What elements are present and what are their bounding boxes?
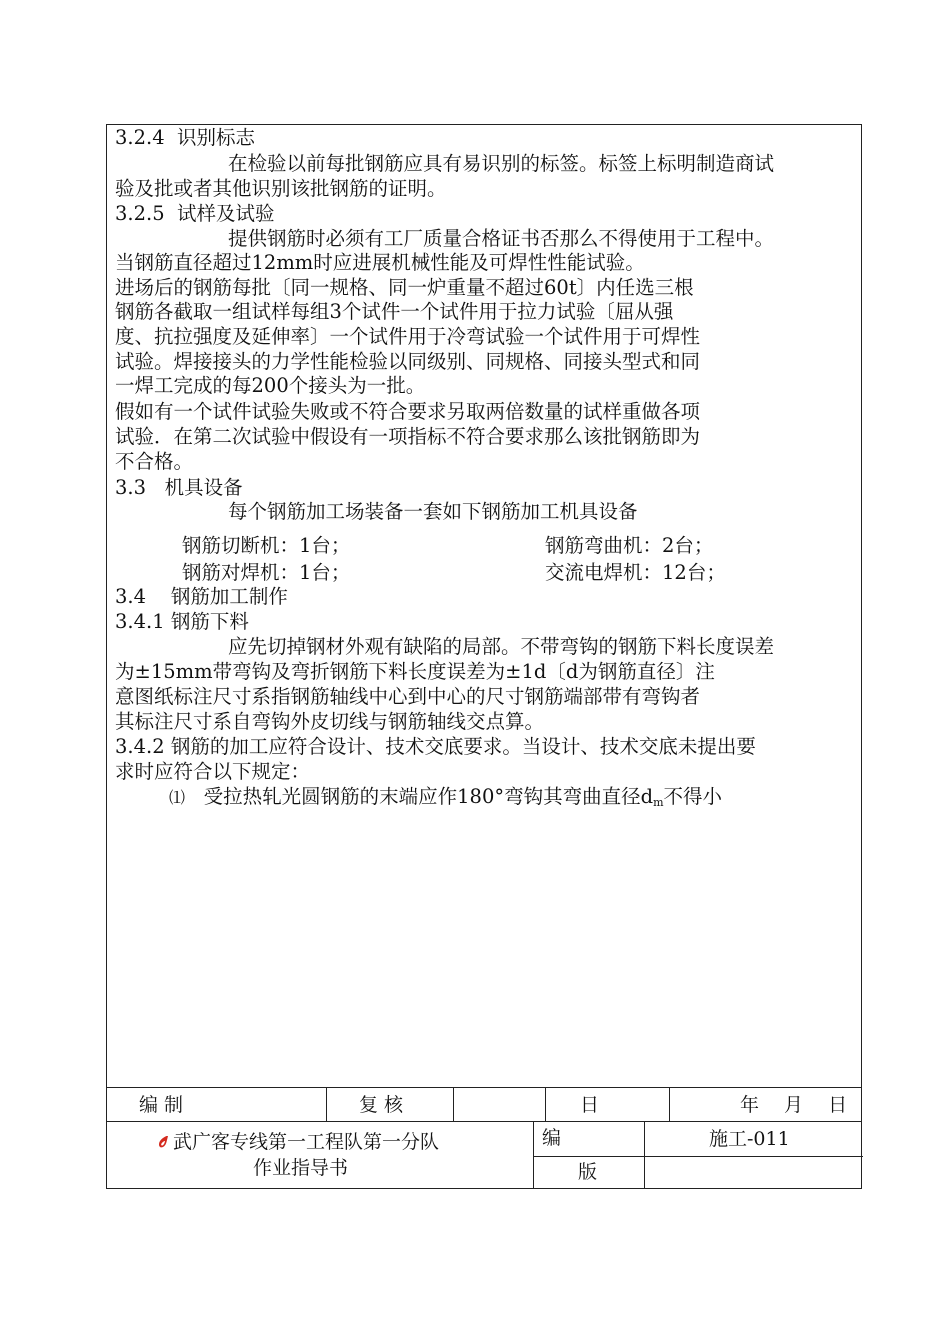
signature-row: [107, 1087, 861, 1122]
paragraph-line: 求时应符合以下规定：: [115, 760, 311, 783]
paragraph-line: 当钢筋直径超过12mm时应进展机械性能及可焊性性能试验。: [115, 251, 645, 274]
compile-label: 编 制: [139, 1094, 184, 1116]
heading-3-3: 3.3 机具设备: [115, 476, 243, 499]
paragraph-line: 试验．在第二次试验中假设有一项指标不符合要求那么该批钢筋即为: [115, 425, 701, 448]
org-cell: [107, 1122, 533, 1188]
paragraph-line: 意图纸标注尺寸系指钢筋轴线中心到中心的尺寸钢筋端部带有弯钩者: [115, 685, 701, 708]
paragraph-line: 验及批或者其他识别该批钢筋的证明。: [115, 177, 447, 200]
paragraph-line: 试验。焊接接头的力学性能检验以同级别、同规格、同接头型式和同: [115, 350, 701, 373]
paragraph-line: 其标注尺寸系自弯钩外皮切线与钢筋轴线交点算。: [115, 710, 545, 733]
paragraph-line: 钢筋各截取一组试样每组3个试件一个试件用于拉力试验〔屈从强: [115, 300, 674, 323]
list-item-text-a: 受拉热轧光圆钢筋的末端应作180°弯钩其弯曲直径d: [203, 785, 654, 808]
org-line-1: 武广客专线第一工程队第一分队: [157, 1130, 439, 1154]
equipment-item: 钢筋对焊机：1台；: [182, 561, 351, 584]
date-label: 日: [580, 1094, 600, 1116]
org-line-2: 作业指导书: [253, 1157, 349, 1179]
document-body: [107, 125, 861, 1087]
paragraph-line: 在检验以前每批钢筋应具有易识别的标签。标签上标明制造商试: [228, 152, 775, 175]
company-logo-icon: [157, 1135, 171, 1149]
equipment-item: 钢筋切断机：1台；: [182, 534, 351, 557]
heading-3-2-5: 3.2.5 试样及试验: [115, 202, 275, 225]
review-label: 复 核: [359, 1094, 404, 1116]
label-cell: [533, 1122, 644, 1188]
heading-3-4-1: 3.4.1 钢筋下料: [115, 610, 249, 633]
code-label: 编: [542, 1127, 562, 1149]
code-value: 施工-011: [709, 1128, 790, 1150]
paragraph-line: 提供钢筋时必须有工厂质量合格证书否那么不得使用于工程中。: [228, 227, 775, 250]
paragraph-line: 不合格。: [115, 450, 194, 473]
value-cell: [644, 1122, 863, 1188]
paragraph-line: 进场后的钢筋每批〔同一规格、同一炉重量不超过60t〕内任选三根: [115, 276, 694, 299]
ymd-cell: [669, 1088, 863, 1122]
paragraph-line: 应先切掉钢材外观有缺陷的局部。不带弯钩的钢筋下料长度误差: [228, 635, 775, 658]
list-item: [169, 785, 722, 815]
heading-3-4-2: 3.4.2 钢筋的加工应符合设计、技术交底要求。当设计、技术交底未提出要: [115, 735, 756, 758]
document-frame: [106, 124, 862, 1189]
equipment-item: 交流电焊机：12台；: [545, 561, 726, 584]
heading-3-4: 3.4 钢筋加工制作: [115, 585, 288, 608]
equipment-item: 钢筋弯曲机：2台；: [545, 534, 714, 557]
paragraph-line: 一焊工完成的每200个接头为一批。: [115, 374, 426, 397]
equipment-intro: 每个钢筋加工场装备一套如下钢筋加工机具设备: [228, 500, 638, 523]
date-cell: [545, 1088, 669, 1122]
review-value-cell: [453, 1088, 545, 1122]
title-block: [107, 1121, 861, 1188]
list-item-text-b: 不得小: [663, 785, 723, 808]
paragraph-line: 度、抗拉强度及延伸率〕一个试件用于冷弯试验一个试件用于可焊性: [115, 325, 701, 348]
heading-3-2-4: 3.2.4 识别标志: [115, 126, 256, 149]
version-label: 版: [578, 1161, 598, 1183]
compile-cell: [107, 1088, 326, 1122]
subscript-m: m: [653, 796, 664, 809]
review-cell: [326, 1088, 453, 1122]
paragraph-line: 假如有一个试件试验失败或不符合要求另取两倍数量的试样重做各项: [115, 400, 701, 423]
ymd-label: 年 月 日: [740, 1094, 848, 1116]
list-item-number: ⑴: [169, 788, 186, 807]
paragraph-line: 为±15mm带弯钩及弯折钢筋下料长度误差为±1d〔d为钢筋直径〕注: [115, 660, 715, 683]
